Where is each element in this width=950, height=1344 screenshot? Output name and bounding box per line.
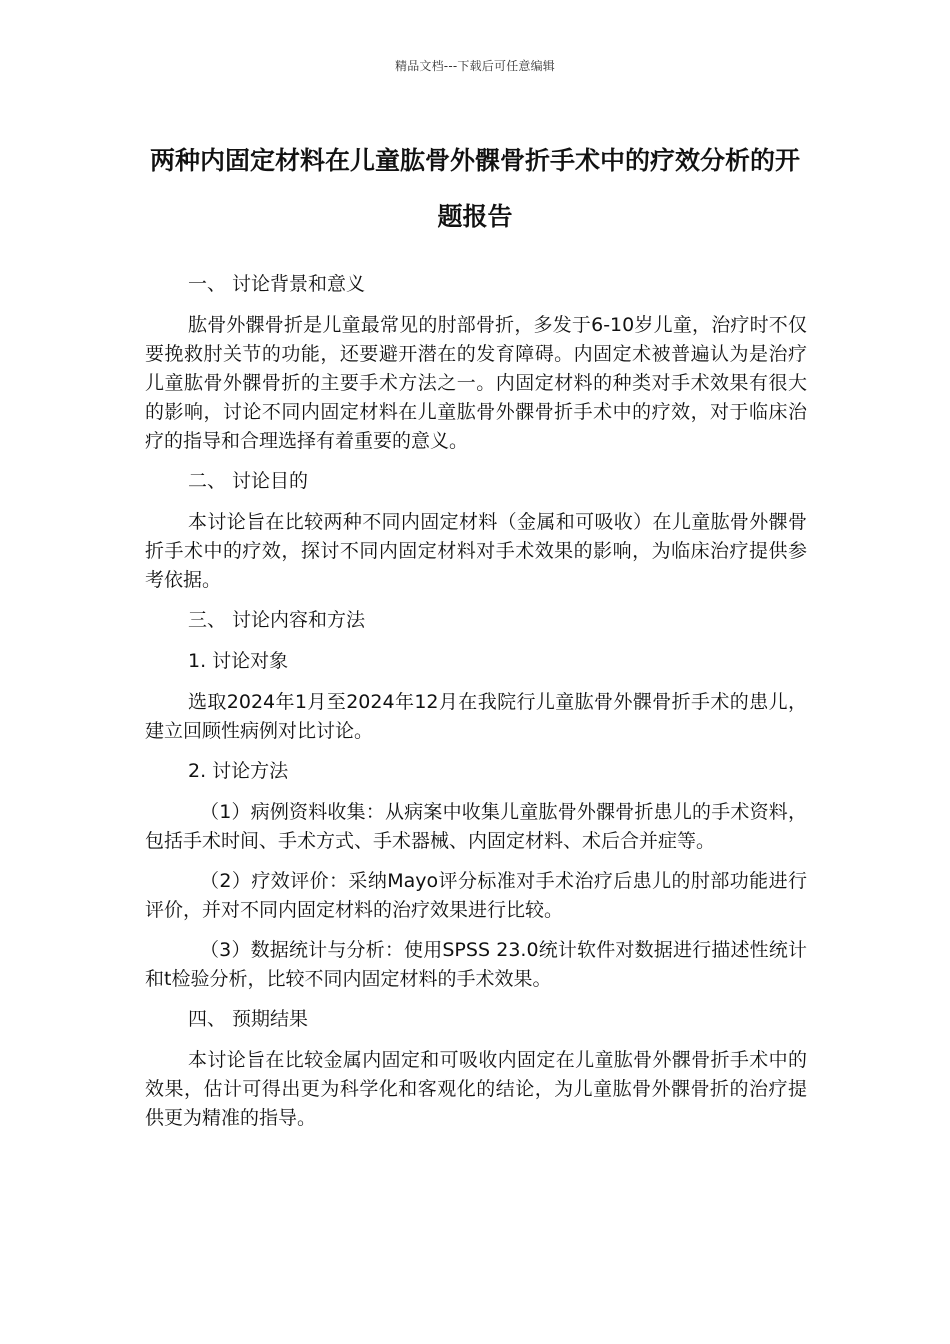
paragraph-purpose: 本讨论旨在比较两种不同内固定材料（金属和可吸收）在儿童肱骨外髁骨折手术中的疗效，探讨不同内固定材料对手术效果的影响，为临床治疗提供参考依据。 bbox=[145, 511, 807, 591]
section-heading-content-methods: 三、 讨论内容和方法 bbox=[188, 609, 366, 631]
paragraph-subjects: 选取2024年1月至2024年12月在我院行儿童肱骨外髁骨折手术的患儿，建立回顾性病例对比讨论。 bbox=[145, 691, 807, 742]
paragraph-method-data-collection: （1）病例资料收集：从病案中收集儿童肱骨外髁骨折患儿的手术资料，包括手术时间、手术方式、手术器械、内固定材料、术后合并症等。 bbox=[145, 801, 807, 852]
section-heading-expected-results: 四、 预期结果 bbox=[188, 1008, 309, 1030]
section-heading-purpose: 二、 讨论目的 bbox=[188, 470, 309, 492]
header-note: 精品文档---下载后可任意编辑 bbox=[395, 59, 555, 73]
subheading-methods: 2. 讨论方法 bbox=[188, 760, 289, 782]
paragraph-method-evaluation: （2）疗效评价：采纳Mayo评分标准对手术治疗后患儿的肘部功能进行评价，并对不同内固定材料的治疗效果进行比较。 bbox=[145, 870, 807, 921]
document-title: 两种内固定材料在儿童肱骨外髁骨折手术中的疗效分析的开题报告 bbox=[149, 146, 800, 231]
subheading-subjects: 1. 讨论对象 bbox=[188, 650, 289, 672]
paragraph-background: 肱骨外髁骨折是儿童最常见的肘部骨折，多发于6-10岁儿童，治疗时不仅要挽救肘关节的功能，还要避开潜在的发育障碍。内固定术被普遍认为是治疗儿童肱骨外髁骨折的主要手术方法之一。内固定材料的种类对手术效果有很大的影响，讨论不同内固定材料在儿童肱骨外髁骨折手术中的疗效，对于临床治疗的指导和合理选择有着重要的意义。 bbox=[145, 314, 807, 452]
paragraph-method-statistics: （3）数据统计与分析：使用SPSS 23.0统计软件对数据进行描述性统计和t检验分析，比较不同内固定材料的手术效果。 bbox=[145, 939, 807, 990]
section-heading-background: 一、 讨论背景和意义 bbox=[188, 273, 366, 295]
document-body bbox=[145, 270, 807, 1144]
paragraph-expected-results: 本讨论旨在比较金属内固定和可吸收内固定在儿童肱骨外髁骨折手术中的效果，估计可得出更为科学化和客观化的结论，为儿童肱骨外髁骨折的治疗提供更为精准的指导。 bbox=[145, 1049, 807, 1129]
